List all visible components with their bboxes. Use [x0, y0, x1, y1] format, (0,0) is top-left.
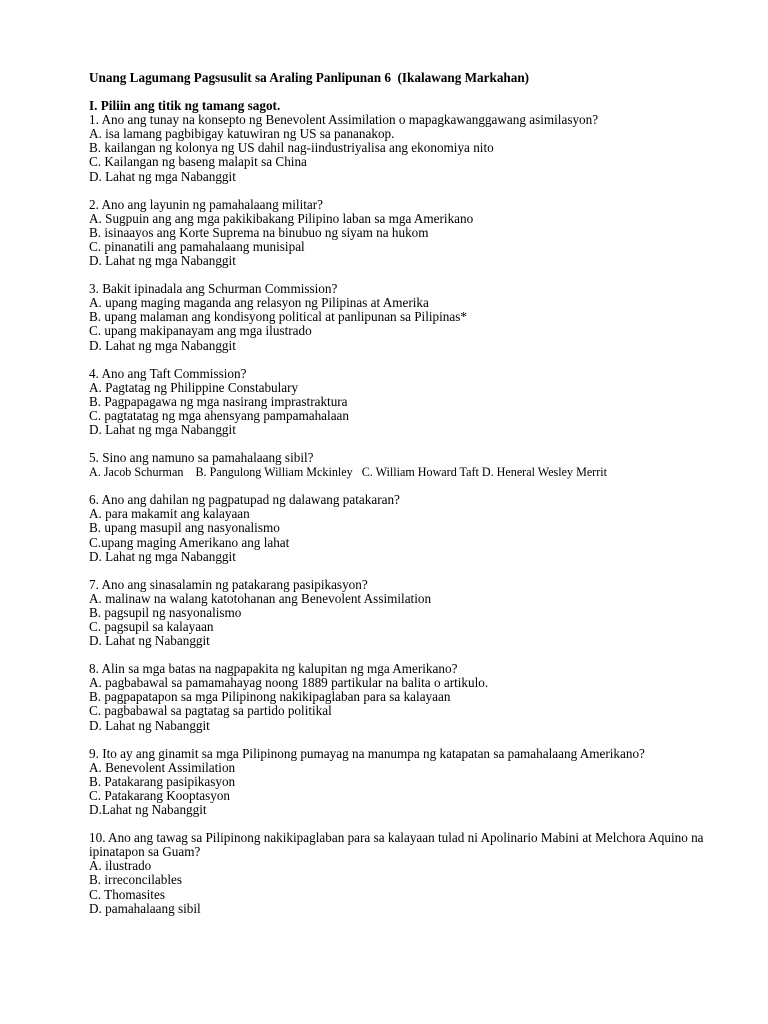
answer-option: A. isa lamang pagbibigay katuwiran ng US sa pananakop. [89, 126, 395, 142]
answer-option: A. upang maging maganda ang relasyon ng Pilipinas at Amerika [89, 295, 429, 311]
answer-option: B. irreconcilables [89, 872, 183, 888]
answer-option: D. Lahat ng Nabanggit [89, 633, 210, 649]
question-stem: 5. Sino ang namuno sa pamahalaang sibil? [89, 450, 314, 466]
question-stem: 7. Ano ang sinasalamin ng patakarang pasipikasyon? [89, 576, 368, 592]
answer-option: C.upang maging Amerikano ang lahat [89, 534, 290, 550]
answer-option: A. ilustrado [89, 858, 152, 874]
question-7 [89, 578, 709, 648]
answer-option: A. Jacob Schurman [89, 465, 184, 480]
question-3 [89, 282, 709, 352]
answer-option: A. Sugpuin ang ang mga pakikibakang Pilipino laban sa mga Amerikano [89, 210, 474, 226]
answer-option: B. pagsupil ng nasyonalismo [89, 604, 242, 620]
answer-option: C. pinanatili ang pamahalaang munisipal [89, 238, 305, 254]
answer-option: D. pamahalaang sibil [89, 900, 201, 916]
answer-option: A. Pagtatag ng Philippine Constabulary [89, 379, 299, 395]
answer-option: C. pagbabawal sa pagtatag sa partido politikal [89, 703, 332, 719]
answer-option: D. Lahat ng mga Nabanggit [89, 421, 236, 437]
question-stem: 9. Ito ay ang ginamit sa mga Pilipinong pumayag na manumpa ng katapatan sa pamahalaang Amerikano? [89, 745, 645, 761]
answer-option: B. Pangulong William Mckinley [195, 465, 353, 480]
answer-option: B. Pagpapagawa ng mga nasirang imprastraktura [89, 393, 348, 409]
question-stem: 1. Ano ang tunay na konsepto ng Benevolent Assimilation o mapagkawanggawang asimilasyon? [89, 112, 599, 128]
answer-option: C. Kailangan ng baseng malapit sa China [89, 154, 307, 170]
answer-option: D. Lahat ng mga Nabanggit [89, 337, 236, 353]
answer-option: A. malinaw na walang katotohanan ang Benevolent Assimilation [89, 590, 432, 606]
inline-answer-options [89, 465, 709, 479]
question-stem: 4. Ano ang Taft Commission? [89, 365, 247, 381]
answer-option: A. pagbabawal sa pamamahayag noong 1889 partikular na balita o artikulo. [89, 675, 489, 691]
answer-option: A. para makamit ang kalayaan [89, 506, 250, 522]
question-5 [89, 451, 709, 479]
question-6 [89, 493, 709, 563]
answer-option: D.Lahat ng Nabanggit [89, 802, 207, 818]
question-10 [89, 831, 709, 916]
answer-option: D. Heneral Wesley Merrit [481, 465, 607, 480]
question-9 [89, 747, 709, 817]
quiz-page [89, 71, 709, 930]
answer-option: D. Lahat ng Nabanggit [89, 717, 210, 733]
question-stem: 2. Ano ang layunin ng pamahalaang militar? [89, 196, 324, 212]
answer-option: A. Benevolent Assimilation [89, 759, 236, 775]
answer-option: D. Lahat ng mga Nabanggit [89, 168, 236, 184]
question-stem: 10. Ano ang tawag sa Pilipinong nakikipaglaban para sa kalayaan tulad ni Apolinario Mabini at Melchora Aquino na ipinatapon sa Guam? [89, 830, 704, 860]
answer-option: C. upang makipanayam ang mga ilustrado [89, 323, 312, 339]
question-2 [89, 198, 709, 268]
answer-option: B. Patakarang pasipikasyon [89, 773, 236, 789]
answer-option: B. isinaayos ang Korte Suprema na binubuo ng siyam na hukom [89, 224, 429, 240]
answer-option: B. upang malaman ang kondisyong political at panlipunan sa Pilipinas* [89, 309, 467, 325]
answer-option: D. Lahat ng mga Nabanggit [89, 548, 236, 564]
question-8 [89, 662, 709, 732]
answer-option: C. pagtatatag ng mga ahensyang pampamahalaan [89, 407, 349, 423]
answer-option: B. upang masupil ang nasyonalismo [89, 520, 280, 536]
answer-option: B. kailangan ng kolonya ng US dahil nag-iindustriyalisa ang ekonomiya nito [89, 140, 494, 156]
answer-option: D. Lahat ng mga Nabanggit [89, 253, 236, 269]
question-list [89, 113, 709, 916]
answer-option: C. William Howard Taft [361, 465, 479, 480]
answer-option: C. Patakarang Kooptasyon [89, 787, 231, 803]
quiz-title: Unang Lagumang Pagsusulit sa Araling Panlipunan 6 (Ikalawang Markahan) [89, 70, 530, 85]
question-stem: 3. Bakit ipinadala ang Schurman Commission? [89, 281, 338, 297]
section-heading: I. Piliin ang titik ng tamang sagot. [89, 98, 281, 114]
question-stem: 6. Ano ang dahilan ng pagpatupad ng dalawang patakaran? [89, 492, 400, 508]
answer-option: C. Thomasites [89, 886, 165, 902]
answer-option: C. pagsupil sa kalayaan [89, 619, 214, 634]
answer-option: B. pagpapatapon sa mga Pilipinong nakikipaglaban para sa kalayaan [89, 689, 451, 705]
question-4 [89, 367, 709, 437]
question-1 [89, 113, 709, 183]
question-stem: 8. Alin sa mga batas na nagpapakita ng kalupitan ng mga Amerikano? [89, 661, 458, 677]
